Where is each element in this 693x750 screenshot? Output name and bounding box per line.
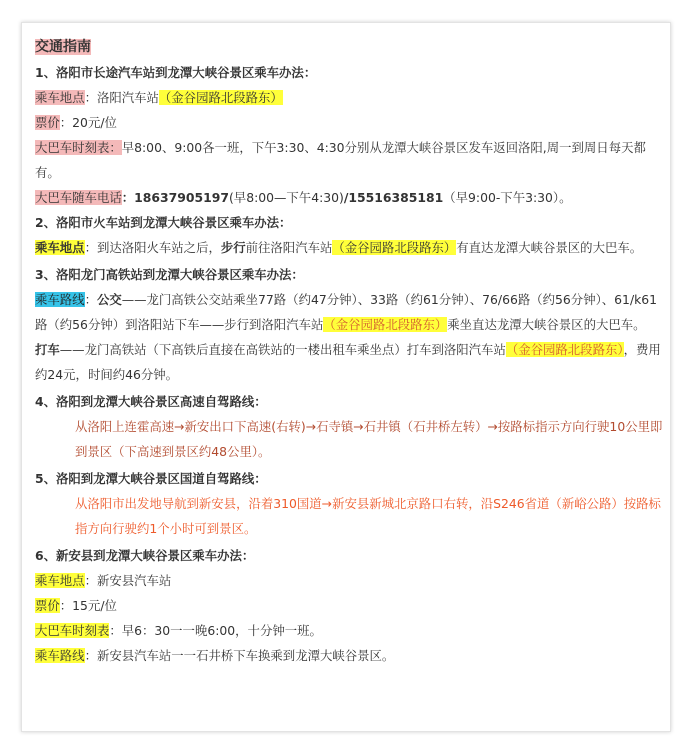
boarding-label: 乘车地点 [35, 90, 85, 105]
traffic-guide-card [21, 22, 671, 732]
boarding-label: 乘车地点 [35, 240, 85, 255]
section-6-fare: 票价：15元/位 [35, 598, 117, 613]
section-1-schedule: 大巴车时刻表：早8:00、9:00各一班，下午3:30、4:30分别从龙潭大峡谷景区发车返回洛阳,周一到周日每天都有。 [35, 140, 646, 180]
section-1-phone: 大巴车随车电话：18637905197(早8:00—下午4:30)/15516385181（早9:00-下午3:30）。 [35, 190, 572, 205]
section-5-route: 从洛阳市出发地导航到新安县，沿着310国道→新安县新城北京路口右转，沿S246省道（新峪公路）按路标指方向行驶约1个小时可到景区。 [75, 496, 661, 536]
section-3-bus-route: 乘车路线：公交——龙门高铁公交站乘坐77路（约47分钟）、33路（约61分钟）、76/66路（约56分钟）、61/k61路（约56分钟）到洛阳站下车——步行到洛阳汽车站（金谷园路北段路东）乘坐直达龙潭大峡谷景区的大巴车。 [35, 292, 658, 332]
schedule-label: 大巴车时刻表 [35, 623, 110, 638]
route-label: 乘车路线 [35, 292, 85, 307]
fare-label: 票价 [35, 598, 60, 613]
address-highlight: （金谷园路北段路东） [505, 342, 624, 357]
traffic-guide-content [35, 35, 663, 668]
guide-title: 交通指南 [35, 39, 91, 55]
section-2-boarding: 乘车地点：到达洛阳火车站之后，步行前往洛阳汽车站（金谷园路北段路东）有直达龙潭大峡谷景区的大巴车。 [35, 240, 643, 255]
section-5-heading: 5、洛阳到龙潭大峡谷景区国道自驾路线： [35, 471, 267, 486]
section-6-heading: 6、新安县到龙潭大峡谷景区乘车办法： [35, 548, 255, 563]
address-highlight: （金谷园路北段路东） [323, 317, 448, 332]
section-3-taxi-route: 打车——龙门高铁站（下高铁后直接在高铁站的一楼出租车乘坐点）打车到洛阳汽车站（金谷园路北段路东），费用约24元，时间约46分钟。 [35, 342, 661, 382]
section-2-heading: 2、洛阳市火车站到龙潭大峡谷景区乘车办法： [35, 215, 292, 230]
fare-label: 票价 [35, 115, 60, 130]
section-6-boarding: 乘车地点：新安县汽车站 [35, 573, 172, 588]
route-label: 乘车路线 [35, 648, 85, 663]
address-highlight: （金谷园路北段路东） [158, 90, 283, 105]
section-6-route: 乘车路线：新安县汽车站一一石井桥下车换乘到龙潭大峡谷景区。 [35, 648, 395, 663]
boarding-label: 乘车地点 [35, 573, 85, 588]
section-6-schedule: 大巴车时刻表：早6：30一一晚6:00，十分钟一班。 [35, 623, 322, 638]
section-1-fare: 票价：20元/位 [35, 115, 117, 130]
section-4-heading: 4、洛阳到龙潭大峡谷景区高速自驾路线： [35, 394, 267, 409]
address-highlight: （金谷园路北段路东） [332, 240, 457, 255]
section-1-boarding: 乘车地点：洛阳汽车站（金谷园路北段路东） [35, 90, 283, 105]
section-1-heading: 1、洛阳市长途汽车站到龙潭大峡谷景区乘车办法： [35, 65, 317, 80]
section-4-route: 从洛阳上连霍高速→新安出口下高速(右转)→石寺镇→石井镇（石井桥左转）→按路标指示方向行驶10公里即到景区（下高速到景区约48公里）。 [75, 419, 663, 459]
section-3-heading: 3、洛阳龙门高铁站到龙潭大峡谷景区乘车办法： [35, 267, 304, 282]
schedule-label: 大巴车时刻表： [35, 140, 122, 155]
phone-label: 大巴车随车电话 [35, 190, 122, 205]
